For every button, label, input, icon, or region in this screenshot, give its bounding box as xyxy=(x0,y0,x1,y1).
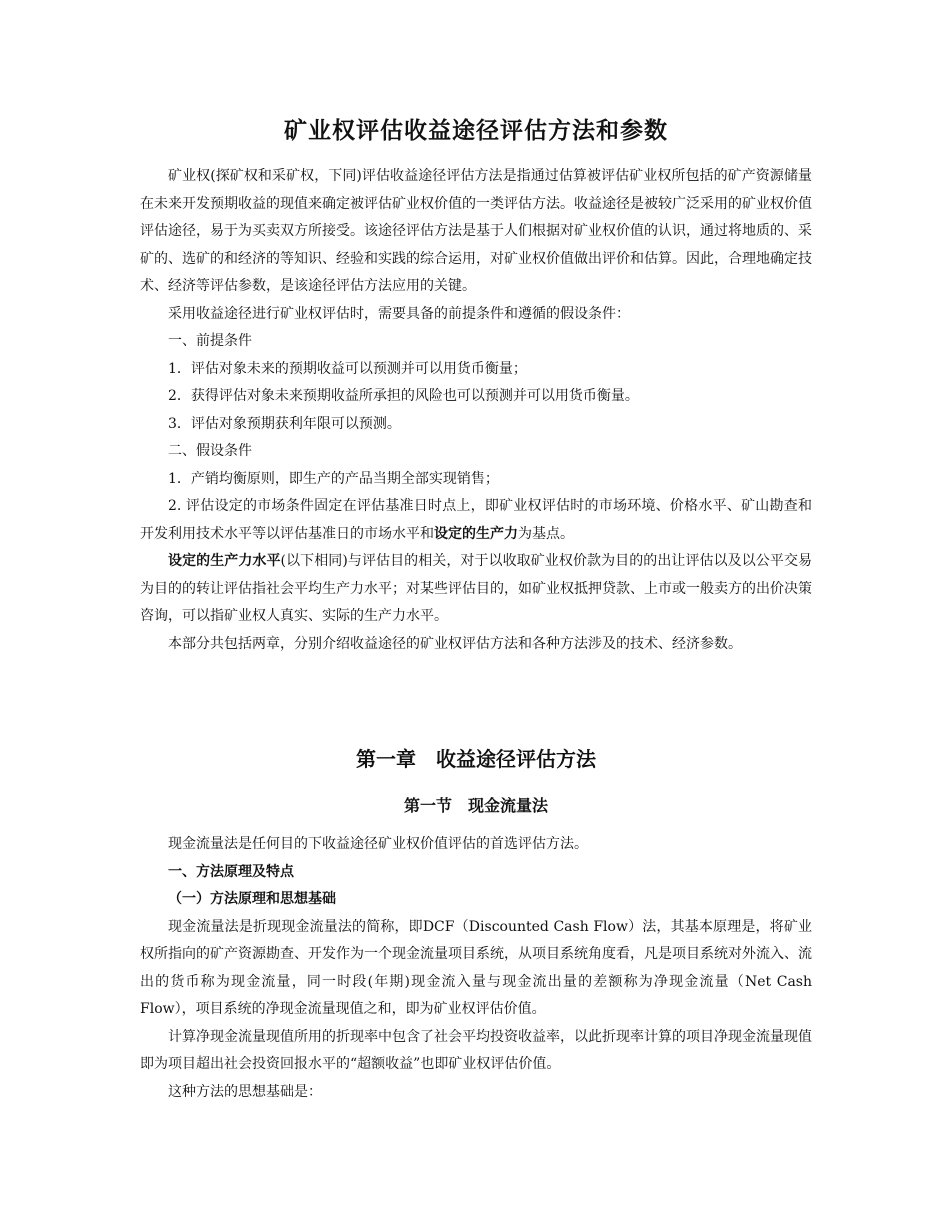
premise-item-3: 3．评估对象预期获利年限可以预测。 xyxy=(168,415,401,432)
section-body xyxy=(140,831,812,1106)
premise-heading: 一、前提条件 xyxy=(168,333,252,349)
conditions-intro-paragraph: 采用收益途径进行矿业权评估时，需要具备的前提条件和遵循的假设条件： xyxy=(168,305,630,322)
premise-item-2: 2．获得评估对象未来预期收益所承担的风险也可以预测并可以用货币衡量。 xyxy=(168,388,639,404)
dcf-paragraph: 现金流量法是折现现金流量法的简称，即DCF（Discounted Cash Flow）法，其基本原理是，将矿业权所指向的矿产资源勘查、开发作为一个现金流量项目系统，从项目系统角度看，凡是项目系统对外流入、流出的货币称为现金流量，同一时段(年期)现金流入量与现金流出量的差额称为净现金流量（Net Cash Flow），项目系统的净现金流量现值之和，即为矿业权评估价值。 xyxy=(140,918,812,1017)
premise-item-1: 1．评估对象未来的预期收益可以预测并可以用货币衡量； xyxy=(168,360,527,377)
assumption-heading: 二、假设条件 xyxy=(168,443,252,459)
capacity-term: 设定的生产力水平 xyxy=(168,553,281,569)
section-title: 第一节 现金流量法 xyxy=(403,796,548,815)
assumption-item-2-text: 2. 评估设定的市场条件固定在评估基准日时点上，即矿业权评估时的市场环境、价格水平、矿山勘查和开发利用技术水平等以评估基准日的市场水平和 xyxy=(140,498,812,542)
assumption-item-2-bold: 设定的生产力 xyxy=(434,525,518,542)
assumption-item-2 xyxy=(140,493,812,548)
method-subheading: （一）方法原理和思想基础 xyxy=(168,891,336,907)
chapter-title: 第一章 收益途径评估方法 xyxy=(356,747,596,771)
method-heading: 一、方法原理及特点 xyxy=(168,863,294,880)
intro-paragraph: 矿业权(探矿权和采矿权，下同)评估收益途径评估方法是指通过估算被评估矿业权所包括的矿产资源储量在未来开发预期收益的现值来确定被评估矿业权价值的一类评估方法。收益途径是被较广泛采用的矿业权价值评估途径，易于为买卖双方所接受。该途径评估方法是基于人们根据对矿业权价值的认识，通过将地质的、采矿的、选矿的和经济的等知识、经验和实践的综合运用，对矿业权价值做出评价和估算。因此，合理地确定技术、经济等评估参数，是该途径评估方法应用的关键。 xyxy=(140,168,812,294)
thought-basis-paragraph: 这种方法的思想基础是： xyxy=(168,1083,322,1100)
intro-section xyxy=(140,163,812,658)
discount-rate-paragraph: 计算净现金流量现值所用的折现率中包含了社会平均投资收益率，以此折现率计算的项目净现金流量现值即为项目超出社会投资回报水平的“超额收益”也即矿业权评估价值。 xyxy=(140,1028,812,1072)
section-paragraph-1: 现金流量法是任何目的下收益途径矿业权价值评估的首选评估方法。 xyxy=(168,836,588,852)
document-title: 矿业权评估收益途径评估方法和参数 xyxy=(284,118,668,144)
capacity-paragraph xyxy=(140,548,812,631)
capacity-text: (以下相同)与评估目的相关，对于以收取矿业权价款为目的的出让评估以及以公平交易为目的的转让评估指社会平均生产力水平；对某些评估目的，如矿业权抵押贷款、上市或一般卖方的出价决策咨询，可以指矿业权人真实、实际的生产力水平。 xyxy=(140,553,813,624)
summary-paragraph: 本部分共包括两章，分别介绍收益途径的矿业权评估方法和各种方法涉及的技术、经济参数。 xyxy=(168,635,742,652)
assumption-item-2-end: 为基点。 xyxy=(518,525,574,542)
assumption-item-1: 1．产销均衡原则，即生产的产品当期全部实现销售； xyxy=(168,470,499,487)
